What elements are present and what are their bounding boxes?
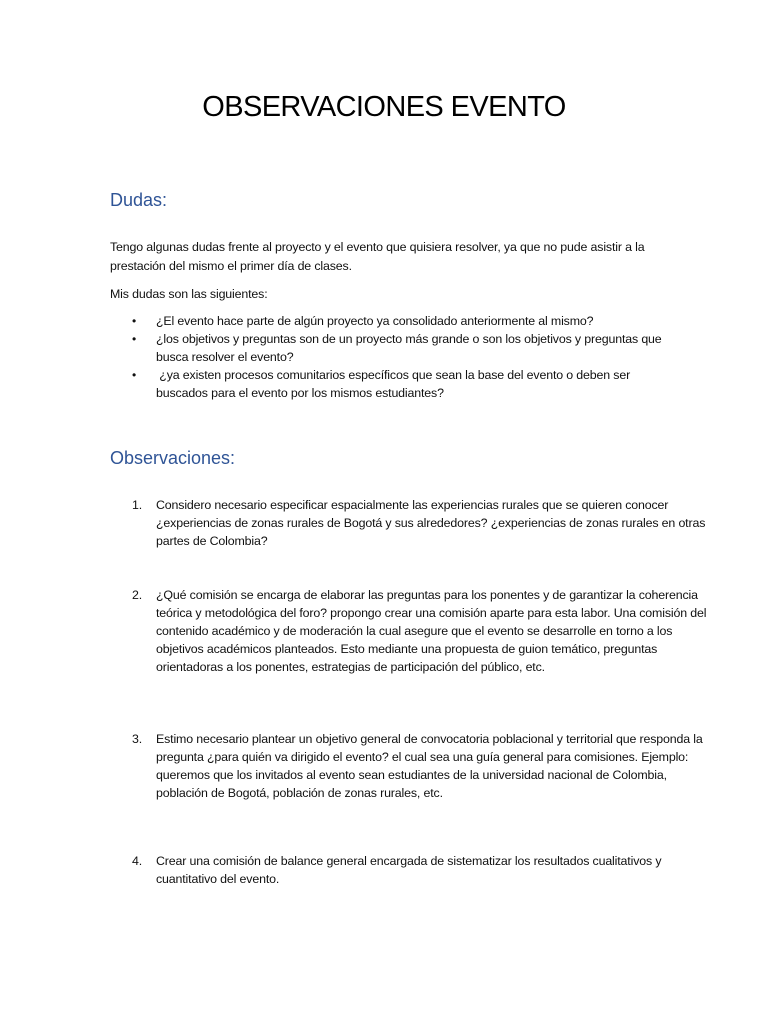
bullet-icon: • (132, 332, 137, 346)
dudas-heading: Dudas: (110, 190, 168, 210)
document-title: OBSERVACIONES EVENTO (202, 91, 566, 123)
list-item (110, 330, 662, 366)
list-item-number: 3. (132, 732, 143, 746)
list-item (110, 366, 662, 402)
list-item-number: 4. (132, 854, 143, 868)
bullet-icon: • (132, 314, 137, 328)
bullet-icon: • (132, 368, 137, 382)
list-item (110, 312, 662, 330)
list-item (110, 730, 708, 802)
list-item (110, 852, 708, 888)
list-item-text: ¿ya existen procesos comunitarios específicos que sean la base del evento o deben ser buscados para el evento por los mismos estudiantes? (156, 368, 634, 400)
list-item-text: Considero necesario especificar espacialmente las experiencias rurales que se quieren conocer ¿experiencias de zonas rurales de Bogotá y sus alrededores? ¿experiencias de zonas rurales en otras partes de Colombia? (156, 498, 706, 548)
dudas-lead-paragraph: Mis dudas son las siguientes: (110, 287, 268, 301)
list-item-text: Estimo necesario plantear un objetivo general de convocatoria poblacional y territorial que responda la pregunta ¿para quién va dirigido el evento? el cual sea una guía general para comisiones. Ejemplo: queremos que los invitados al evento sean estudiantes de la universidad nacional de Colombia, población de Bogotá, población de zonas rurales, etc. (156, 732, 703, 800)
dudas-intro-paragraph: Tengo algunas dudas frente al proyecto y el evento que quisiera resolver, ya que no pude asistir a la prestación del mismo el primer día de clases. (110, 240, 645, 273)
list-item-text: ¿Qué comisión se encarga de elaborar las preguntas para los ponentes y de garantizar la coherencia teórica y metodológica del foro? propongo crear una comisión aparte para esta labor. Una comisión del contenido académico y de moderación la cual asegure que el evento se desarrolle en torno a los objetivos académicos planteados. Esto mediante una propuesta de guion temático, preguntas orientadoras a los ponentes, estrategias de participación del público, etc. (156, 588, 707, 674)
observaciones-heading: Observaciones: (110, 448, 236, 468)
dudas-bullet-list (110, 312, 662, 402)
list-item-text: ¿El evento hace parte de algún proyecto ya consolidado anteriormente al mismo? (156, 314, 594, 328)
list-item-text: Crear una comisión de balance general encargada de sistematizar los resultados cualitativos y cuantitativo del evento. (156, 854, 662, 886)
list-item (110, 586, 708, 676)
list-item-number: 2. (132, 588, 143, 602)
list-item-number: 1. (132, 498, 143, 512)
list-item (110, 496, 708, 550)
list-item-text: ¿los objetivos y preguntas son de un proyecto más grande o son los objetivos y preguntas que busca resolver el evento? (156, 332, 662, 364)
